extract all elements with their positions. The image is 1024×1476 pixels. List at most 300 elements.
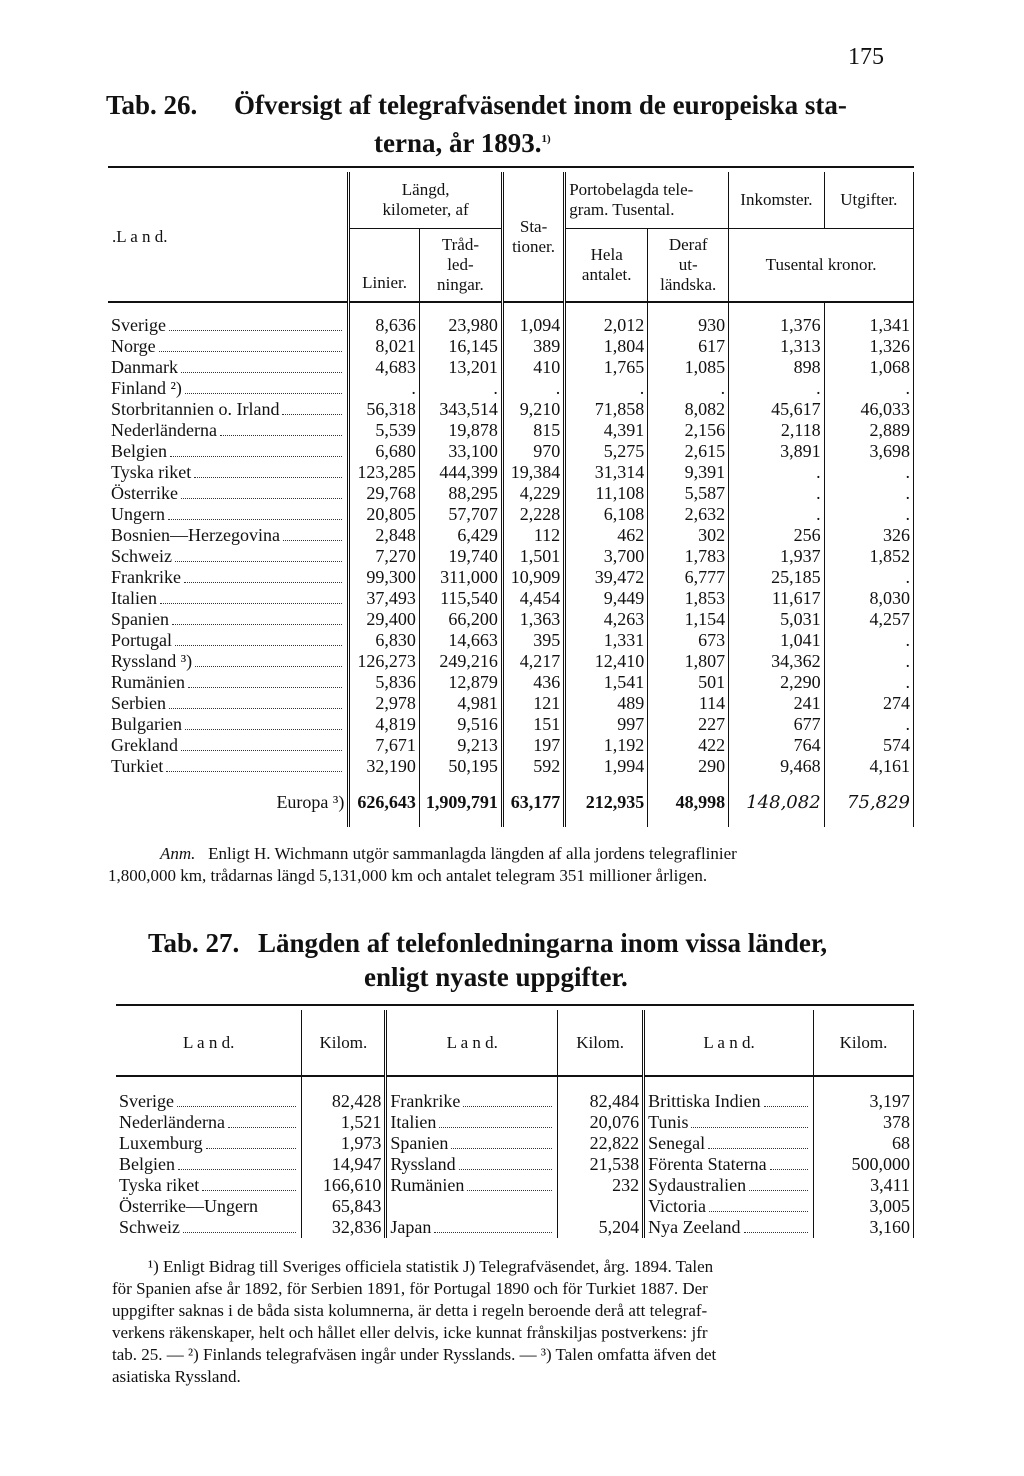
cell-stat: 1,094 <box>502 302 564 336</box>
header-stationer <box>502 172 564 302</box>
cell-utg: 1,852 <box>824 546 913 567</box>
country-label-wrap <box>648 1196 810 1217</box>
leader-dots <box>160 603 342 604</box>
country-cell <box>116 1154 302 1175</box>
cell-ink: . <box>729 378 824 399</box>
cell-kilom <box>558 1196 644 1217</box>
tab27-title <box>148 926 928 996</box>
cell-utl: 1,853 <box>648 588 729 609</box>
cell-hela: 1,331 <box>565 630 648 651</box>
table-row <box>108 525 914 546</box>
cell-trad: 12,879 <box>419 672 502 693</box>
country-name: Nederländerna <box>111 420 217 440</box>
cell-kilom: 166,610 <box>302 1175 386 1196</box>
country-cell <box>108 399 349 420</box>
cell-trad: 19,878 <box>419 420 502 441</box>
country-label-wrap <box>111 441 344 462</box>
country-label-wrap <box>111 525 344 546</box>
cell-utl: 1,154 <box>648 609 729 630</box>
table-row <box>108 357 914 378</box>
country-cell <box>108 588 349 609</box>
country-cell <box>108 302 349 336</box>
country-cell <box>644 1196 814 1217</box>
cell-stat: 2,228 <box>502 504 564 525</box>
country-label-wrap <box>111 315 344 336</box>
cell-trad: 115,540 <box>419 588 502 609</box>
cell-ink: 1,376 <box>729 302 824 336</box>
country-name: Österrike—Ungern <box>119 1196 258 1216</box>
tab26-title-line2: terna, år 1893. <box>374 128 542 158</box>
cell-ink: 25,185 <box>729 567 824 588</box>
cell-utl: 501 <box>648 672 729 693</box>
cell-utg: 326 <box>824 525 913 546</box>
country-cell <box>108 735 349 756</box>
cell-utl: 290 <box>648 756 729 777</box>
tab27-title-line2: enligt nyaste uppgifter. <box>364 962 628 992</box>
table-row <box>108 378 914 399</box>
country-cell <box>108 441 349 462</box>
country-cell <box>108 567 349 588</box>
table-row <box>108 336 914 357</box>
leader-dots <box>172 624 342 625</box>
country-label-wrap <box>390 1175 554 1196</box>
country-name: Italien <box>111 588 157 608</box>
leader-dots <box>691 1127 808 1128</box>
cell-utg: 4,161 <box>824 756 913 777</box>
cell-utg: . <box>824 378 913 399</box>
leader-dots <box>166 771 342 772</box>
country-cell <box>108 378 349 399</box>
total-hela: 212,935 <box>565 777 648 827</box>
country-cell <box>116 1112 302 1133</box>
country-name: Victoria <box>648 1196 707 1216</box>
country-cell <box>116 1175 302 1196</box>
country-label-wrap <box>390 1133 554 1154</box>
footnote-line: ¹) Enligt Bidrag till Sveriges officiela statistik J) Telegrafväsendet, årg. 1894. Talen <box>148 1257 714 1276</box>
cell-utl: 1,783 <box>648 546 729 567</box>
country-label-wrap <box>111 567 344 588</box>
cell-linier: 6,680 <box>349 441 420 462</box>
table-row <box>108 546 914 567</box>
cell-hela: 1,192 <box>565 735 648 756</box>
cell-stat: 151 <box>502 714 564 735</box>
header-hela-2: antalet. <box>581 264 632 284</box>
country-name: Nya Zeeland <box>648 1217 741 1237</box>
country-label-wrap <box>648 1112 810 1133</box>
cell-utg: . <box>824 672 913 693</box>
cell-stat: 815 <box>502 420 564 441</box>
country-name: Rumänien <box>390 1175 465 1195</box>
country-cell <box>108 357 349 378</box>
leader-dots <box>202 1190 296 1191</box>
cell-stat: 436 <box>502 672 564 693</box>
leader-dots <box>175 561 342 562</box>
country-label-wrap <box>111 399 344 420</box>
cell-kilom: 82,484 <box>558 1076 644 1112</box>
leader-dots <box>467 1190 552 1191</box>
cell-trad: 16,145 <box>419 336 502 357</box>
cell-hela: 11,108 <box>565 483 648 504</box>
country-name: Ryssland <box>390 1154 456 1174</box>
cell-kilom: 82,428 <box>302 1076 386 1112</box>
total-label: Europa ³) <box>276 791 345 812</box>
cell-trad: 88,295 <box>419 483 502 504</box>
cell-trad: 9,516 <box>419 714 502 735</box>
country-name: Brittiska Indien <box>648 1091 761 1111</box>
footnotes <box>112 1256 920 1388</box>
cell-kilom: 3,197 <box>814 1076 914 1112</box>
cell-linier: 6,830 <box>349 630 420 651</box>
country-name: Frankrike <box>390 1091 461 1111</box>
cell-utl: 1,085 <box>648 357 729 378</box>
cell-trad: 311,000 <box>419 567 502 588</box>
tab26-body <box>108 302 914 827</box>
table-row <box>108 302 914 336</box>
t27-header-kilom-3: Kilom. <box>814 1010 914 1076</box>
table-row <box>108 420 914 441</box>
header-deraf-2: ut- <box>678 254 698 274</box>
header-porto-1: Portobelagda tele- <box>569 179 694 199</box>
cell-utg: 8,030 <box>824 588 913 609</box>
country-name: Belgien <box>111 441 167 461</box>
header-trad-3: ningar. <box>437 274 484 294</box>
country-name: Italien <box>390 1112 437 1132</box>
cell-kilom: 3,005 <box>814 1196 914 1217</box>
country-name: Storbritannien o. Irland <box>111 399 280 419</box>
leader-dots <box>434 1232 552 1233</box>
cell-utg: . <box>824 567 913 588</box>
country-cell <box>386 1133 558 1154</box>
country-name: Luxemburg <box>119 1133 203 1153</box>
cell-utl: 2,615 <box>648 441 729 462</box>
t27-header-land-2: L a n d. <box>386 1010 558 1076</box>
leader-dots <box>185 393 342 394</box>
table-row <box>108 588 914 609</box>
cell-kilom: 21,538 <box>558 1154 644 1175</box>
table-row <box>116 1112 914 1133</box>
country-label-wrap <box>119 1091 298 1112</box>
cell-hela: 71,858 <box>565 399 648 420</box>
cell-utl: 6,777 <box>648 567 729 588</box>
country-name: Schweiz <box>119 1217 180 1237</box>
table-row <box>108 735 914 756</box>
cell-kilom: 1,973 <box>302 1133 386 1154</box>
cell-ink: 3,891 <box>729 441 824 462</box>
cell-ink: . <box>729 483 824 504</box>
leader-dots <box>439 1127 552 1128</box>
cell-ink: 45,617 <box>729 399 824 420</box>
footnote-line: verkens räkenskaper, helt och hållet eller delvis, icke kunnat frånskiljas postverkens: jfr <box>112 1323 708 1342</box>
tab26-title-line1: Öfversigt af telegrafväsendet inom de europeiska sta- <box>234 90 847 120</box>
cell-kilom: 14,947 <box>302 1154 386 1175</box>
country-label-wrap <box>111 357 344 378</box>
country-label-wrap <box>648 1154 810 1175</box>
cell-hela: 4,391 <box>565 420 648 441</box>
cell-linier: 32,190 <box>349 756 420 777</box>
anm-line2: 1,800,000 km, trådarnas längd 5,131,000 km och antalet telegram 351 millioner årligen. <box>108 866 708 885</box>
cell-linier: 4,683 <box>349 357 420 378</box>
cell-kilom: 3,160 <box>814 1217 914 1238</box>
country-name: Bulgarien <box>111 714 182 734</box>
cell-kilom: 378 <box>814 1112 914 1133</box>
total-stat: 63,177 <box>502 777 564 827</box>
country-name: Grekland <box>111 735 178 755</box>
t27-header-land-1: L a n d. <box>183 1032 235 1052</box>
total-utl: 48,998 <box>648 777 729 827</box>
cell-hela: 997 <box>565 714 648 735</box>
footnote-line: tab. 25. — ²) Finlands telegrafväsen ingår under Rysslands. — ³) Talen omfatta äfven det <box>112 1345 717 1364</box>
cell-ink: 1,313 <box>729 336 824 357</box>
cell-linier: 56,318 <box>349 399 420 420</box>
cell-linier: 29,400 <box>349 609 420 630</box>
anm-text: Enligt H. Wichmann utgör sammanlagda längden af alla jordens telegraflinier <box>208 844 737 863</box>
cell-hela: 462 <box>565 525 648 546</box>
leader-dots <box>169 708 342 709</box>
cell-utl: 227 <box>648 714 729 735</box>
tab27-top-rule <box>116 1004 914 1006</box>
cell-stat: 197 <box>502 735 564 756</box>
cell-ink: 2,118 <box>729 420 824 441</box>
country-label-wrap <box>111 672 344 693</box>
cell-utl: 1,807 <box>648 651 729 672</box>
country-name: Sverige <box>111 315 166 335</box>
country-label-wrap <box>119 1112 298 1133</box>
country-cell <box>108 651 349 672</box>
cell-kilom: 68 <box>814 1133 914 1154</box>
leader-dots <box>220 435 342 436</box>
country-label-wrap <box>111 420 344 441</box>
cell-linier: 123,285 <box>349 462 420 483</box>
tab26-title-line2-wrap <box>374 122 551 160</box>
country-label-wrap <box>111 735 344 756</box>
country-label-wrap <box>111 588 344 609</box>
country-name: Österrike <box>111 483 178 503</box>
cell-utg: . <box>824 630 913 651</box>
header-inkomster: Inkomster. <box>729 172 824 228</box>
cell-trad: 50,195 <box>419 756 502 777</box>
cell-ink: 1,937 <box>729 546 824 567</box>
cell-hela: 4,263 <box>565 609 648 630</box>
country-name: Serbien <box>111 693 166 713</box>
header-sta-1: Sta- <box>519 216 548 236</box>
country-name: Belgien <box>119 1154 175 1174</box>
country-cell <box>644 1154 814 1175</box>
table-row <box>116 1217 914 1238</box>
country-name: Danmark <box>111 357 178 377</box>
country-cell <box>644 1217 814 1238</box>
country-name: Tyska riket <box>111 462 192 482</box>
leader-dots <box>282 414 342 415</box>
cell-linier: 7,270 <box>349 546 420 567</box>
header-trad-2: led- <box>447 254 474 274</box>
cell-hela: 1,765 <box>565 357 648 378</box>
cell-utl: 422 <box>648 735 729 756</box>
header-linier: Linier. <box>349 228 420 302</box>
country-label-wrap <box>111 483 344 504</box>
leader-dots <box>206 1148 297 1149</box>
leader-dots <box>178 1169 296 1170</box>
tab26-anm <box>108 843 918 887</box>
cell-utl: 673 <box>648 630 729 651</box>
country-name: Nederländerna <box>119 1112 225 1132</box>
leader-dots <box>177 1106 296 1107</box>
header-hela-1: Hela <box>590 244 623 264</box>
country-name: Portugal <box>111 630 172 650</box>
country-name: Tunis <box>648 1112 689 1132</box>
leader-dots <box>159 351 343 352</box>
leader-dots <box>764 1106 808 1107</box>
country-label-wrap <box>390 1112 554 1133</box>
country-name: Ungern <box>111 504 165 524</box>
table-row <box>108 441 914 462</box>
country-label-wrap <box>111 609 344 630</box>
country-cell <box>116 1196 302 1217</box>
country-cell <box>108 672 349 693</box>
cell-utl: . <box>648 378 729 399</box>
leader-dots <box>185 729 342 730</box>
cell-hela: 1,994 <box>565 756 648 777</box>
anm-line1 <box>108 843 918 865</box>
cell-hela: 1,541 <box>565 672 648 693</box>
table-row <box>108 651 914 672</box>
table-row <box>108 672 914 693</box>
cell-trad: 6,429 <box>419 525 502 546</box>
cell-ink: 898 <box>729 357 824 378</box>
country-cell <box>386 1112 558 1133</box>
total-ink: 148,082 <box>729 777 824 827</box>
leader-dots <box>183 1232 296 1233</box>
cell-linier: 29,768 <box>349 483 420 504</box>
cell-utl: 930 <box>648 302 729 336</box>
country-cell <box>386 1175 558 1196</box>
cell-stat: 9,210 <box>502 399 564 420</box>
header-hela <box>565 228 648 302</box>
country-cell <box>108 462 349 483</box>
header-langd-1: Längd, <box>401 179 450 199</box>
country-name: Finland ²) <box>111 378 182 398</box>
leader-dots <box>194 477 342 478</box>
leader-dots <box>459 1169 553 1170</box>
cell-stat: 410 <box>502 357 564 378</box>
country-name: Frankrike <box>111 567 181 587</box>
cell-stat: 389 <box>502 336 564 357</box>
cell-kilom: 20,076 <box>558 1112 644 1133</box>
tab26-top-rule <box>108 166 914 168</box>
cell-hela: 3,700 <box>565 546 648 567</box>
leader-dots <box>463 1106 552 1107</box>
leader-dots <box>170 456 342 457</box>
cell-utg: 3,698 <box>824 441 913 462</box>
country-name: Sydaustralien <box>648 1175 747 1195</box>
header-porto <box>565 172 729 228</box>
header-utgifter: Utgifter. <box>824 172 913 228</box>
cell-hela: 39,472 <box>565 567 648 588</box>
country-name: Spanien <box>390 1133 449 1153</box>
country-cell <box>116 1076 302 1112</box>
country-label-wrap <box>390 1217 554 1238</box>
cell-linier: 5,539 <box>349 420 420 441</box>
country-label-wrap <box>119 1217 298 1238</box>
country-cell <box>108 714 349 735</box>
leader-dots <box>169 330 342 331</box>
cell-utg: 1,068 <box>824 357 913 378</box>
cell-utg: 574 <box>824 735 913 756</box>
country-label-wrap <box>648 1133 810 1154</box>
page-number: 175 <box>848 44 884 70</box>
leader-dots <box>188 687 342 688</box>
cell-utg: 4,257 <box>824 609 913 630</box>
cell-hela: . <box>565 378 648 399</box>
footnote-line: uppgifter saknas i de båda sista kolumnerna, är detta i regeln beroende derå att telegraf- <box>112 1301 708 1320</box>
cell-utl: 2,156 <box>648 420 729 441</box>
leader-dots <box>195 666 342 667</box>
cell-stat: 395 <box>502 630 564 651</box>
cell-hela: 1,804 <box>565 336 648 357</box>
tab27-label: Tab. 27. <box>148 928 240 958</box>
country-cell <box>108 420 349 441</box>
country-cell <box>108 693 349 714</box>
cell-kilom: 232 <box>558 1175 644 1196</box>
country-cell <box>116 1217 302 1238</box>
country-cell <box>108 756 349 777</box>
header-porto-2: gram. Tusental. <box>569 199 675 219</box>
leader-dots <box>709 1211 808 1212</box>
cell-stat: 970 <box>502 441 564 462</box>
country-cell <box>386 1217 558 1238</box>
country-cell <box>108 630 349 651</box>
cell-linier: 126,273 <box>349 651 420 672</box>
country-label-wrap <box>648 1175 810 1196</box>
country-cell <box>108 504 349 525</box>
country-label-wrap <box>119 1133 298 1154</box>
country-name: Ryssland ³) <box>111 651 193 671</box>
cell-linier: 7,671 <box>349 735 420 756</box>
cell-utg: 1,326 <box>824 336 913 357</box>
cell-trad: 66,200 <box>419 609 502 630</box>
cell-linier: 20,805 <box>349 504 420 525</box>
cell-utl: 2,632 <box>648 504 729 525</box>
t27-header-kilom-1: Kilom. <box>302 1010 386 1076</box>
tab26-title-note: 1) <box>541 133 551 145</box>
cell-trad: 23,980 <box>419 302 502 336</box>
cell-ink: . <box>729 462 824 483</box>
cell-trad: . <box>419 378 502 399</box>
leader-dots <box>168 519 342 520</box>
cell-stat: 1,501 <box>502 546 564 567</box>
country-label-wrap <box>111 756 344 777</box>
cell-hela: 5,275 <box>565 441 648 462</box>
country-name: Norge <box>111 336 156 356</box>
cell-trad: 57,707 <box>419 504 502 525</box>
country-cell <box>108 336 349 357</box>
cell-ink: 34,362 <box>729 651 824 672</box>
country-name: Tyska riket <box>119 1175 200 1195</box>
cell-utg: . <box>824 714 913 735</box>
leader-dots <box>181 498 342 499</box>
tab26-title <box>106 88 926 158</box>
cell-linier: 8,021 <box>349 336 420 357</box>
leader-dots <box>175 645 342 646</box>
country-label-wrap <box>119 1196 298 1217</box>
table-row <box>108 693 914 714</box>
cell-trad: 444,399 <box>419 462 502 483</box>
cell-ink: 5,031 <box>729 609 824 630</box>
country-label-wrap <box>648 1091 810 1112</box>
country-cell <box>644 1133 814 1154</box>
cell-stat: 19,384 <box>502 462 564 483</box>
table-row <box>108 756 914 777</box>
cell-ink: . <box>729 504 824 525</box>
